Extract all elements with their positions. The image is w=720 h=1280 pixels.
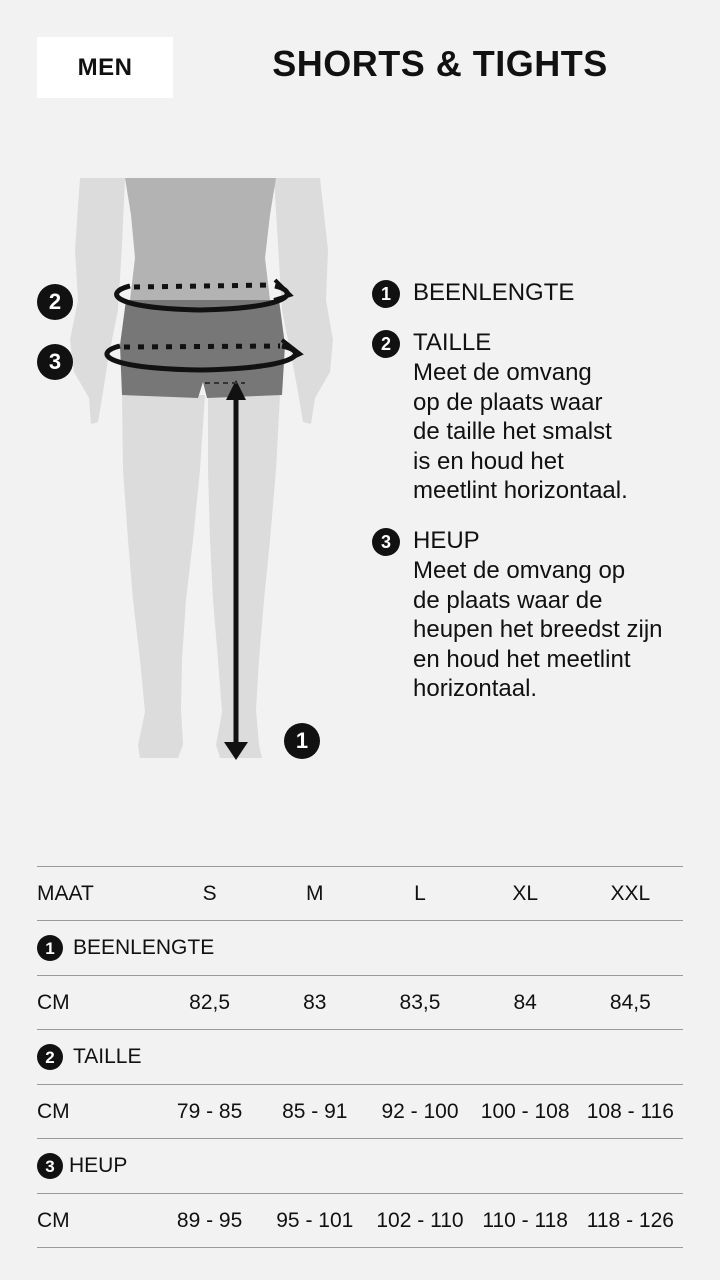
figure-badge-2: 2 (37, 284, 73, 320)
table-cell: 92 - 100 (381, 1099, 459, 1123)
table-cell: 100 - 108 (480, 1099, 570, 1123)
table-row (37, 975, 683, 1029)
legend-description-line: horizontaal. (413, 675, 538, 703)
section-name: BEENLENGTE (73, 936, 215, 959)
unit-label: CM (37, 1208, 70, 1232)
legend-title: BEENLENGTE (413, 279, 575, 306)
table-cell: 79 - 85 (176, 1099, 243, 1123)
shorts (120, 300, 285, 398)
size-header-cell: XL (512, 881, 538, 905)
size-table (37, 866, 683, 1248)
unit-label: CM (37, 1099, 70, 1123)
table-cell: 108 - 116 (586, 1099, 674, 1123)
figure-badge-3: 3 (37, 344, 73, 380)
torso-shirt (125, 178, 276, 300)
unit-label: CM (37, 990, 70, 1014)
size-header-cell: S (202, 881, 217, 905)
number-badge: 3 (37, 1153, 63, 1179)
gender-tag: MEN (37, 37, 173, 98)
table-row (37, 1084, 683, 1138)
section-label (37, 1044, 141, 1070)
table-cell: 83,5 (399, 990, 441, 1014)
legend-description-line: meetlint horizontaal. (413, 477, 628, 505)
legend-description-line: op de plaats waar (413, 388, 603, 416)
legend-description-line: Meet de omvang (413, 359, 592, 386)
table-cell: 82,5 (189, 990, 231, 1014)
table-cell: 118 - 126 (586, 1208, 674, 1232)
section-label (37, 1153, 127, 1179)
table-cell: 84,5 (609, 990, 651, 1014)
figure-badge-1: 1 (284, 723, 320, 759)
table-header-row (37, 866, 683, 920)
section-name: TAILLE (73, 1045, 142, 1068)
legend-description-line: de plaats waar de (413, 586, 603, 614)
table-cell: 95 - 101 (276, 1208, 354, 1232)
number-badge: 3 (372, 528, 400, 556)
table-cell: 85 - 91 (282, 1099, 348, 1123)
section-label (37, 935, 214, 961)
section-row-beenlengte (37, 920, 683, 975)
table-cell: 83 (303, 990, 327, 1014)
table-cell: 102 - 110 (376, 1208, 464, 1232)
section-name: HEUP (69, 1154, 128, 1177)
size-header-cell: M (306, 881, 324, 905)
legend-item-heup (372, 526, 712, 704)
measurement-legend (372, 278, 712, 724)
legend-title: TAILLE (413, 329, 492, 356)
number-badge: 1 (372, 280, 400, 308)
body-figure-illustration (0, 160, 360, 780)
legend-item-taille (372, 328, 712, 506)
legend-description-line: de taille het smalst (413, 418, 612, 446)
legend-description-line: heupen het breedst zijn (413, 616, 663, 644)
page-title: SHORTS & TIGHTS (272, 43, 608, 84)
number-badge: 2 (372, 330, 400, 358)
legend-description-line: is en houd het (413, 447, 564, 475)
table-cell: 110 - 118 (482, 1208, 568, 1232)
number-badge: 2 (37, 1044, 63, 1070)
size-header-label: MAAT (37, 881, 94, 905)
size-header-cell: XXL (610, 881, 651, 905)
legend-description-line: Meet de omvang op (413, 556, 626, 584)
number-badge: 1 (37, 935, 63, 961)
legend-item-beenlengte (372, 278, 712, 308)
legend-title: HEUP (413, 526, 480, 554)
legend-description-line: en houd het meetlint (413, 645, 631, 673)
section-row-heup (37, 1138, 683, 1193)
table-cell: 89 - 95 (176, 1208, 243, 1232)
section-row-taille (37, 1029, 683, 1084)
table-cell: 84 (513, 990, 537, 1014)
size-header-cell: L (414, 881, 426, 905)
table-row (37, 1193, 683, 1248)
